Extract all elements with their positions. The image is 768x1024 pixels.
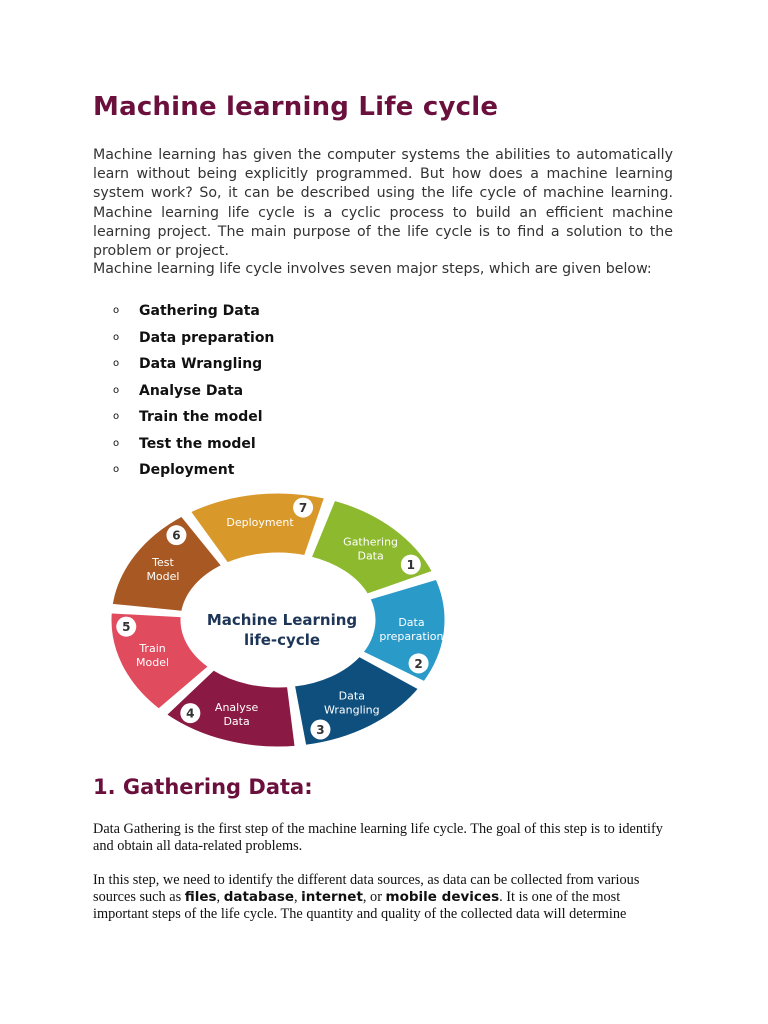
segment-label: Analyse (214, 701, 259, 715)
diagram-center-subtitle: life-cycle (243, 631, 321, 649)
list-item (113, 351, 274, 378)
paragraph-text: In this step, we need to identify the different data sources, as data can be collected from various sources such as (93, 872, 640, 905)
step-label: Analyse Data (139, 382, 244, 399)
list-item (113, 298, 274, 325)
keyword-internet: internet (301, 889, 363, 905)
list-item (113, 457, 274, 484)
bullet-icon: o (113, 358, 120, 370)
bullet-icon: o (113, 331, 120, 343)
bullet-icon: o (113, 411, 120, 423)
bullet-icon: o (113, 464, 120, 476)
keyword-files: files (184, 889, 217, 905)
page-title: Machine learning Life cycle (93, 92, 499, 122)
step-number: 2 (414, 656, 423, 671)
keyword-mobile-devices: mobile devices (385, 889, 500, 905)
separator-text: , (294, 889, 302, 905)
step-number: 3 (316, 722, 325, 737)
segment-label: preparation (379, 629, 444, 643)
segment-label: Data (223, 715, 250, 729)
segment-label: Model (136, 655, 170, 669)
step-number: 5 (122, 620, 131, 635)
section-heading: 1. Gathering Data: (93, 775, 313, 799)
bullet-icon: o (113, 384, 120, 396)
segment-label: Deployment (226, 515, 294, 529)
segment-label: Wrangling (323, 703, 380, 717)
segment-label: Data (398, 615, 425, 629)
step-number: 6 (172, 528, 181, 543)
step-number: 1 (406, 558, 416, 573)
step-label: Data preparation (139, 329, 275, 346)
list-item (113, 431, 274, 458)
list-item (113, 404, 274, 431)
intro-paragraph: Machine learning has given the computer systems the abilities to automatically learn without being explicitly programmed. But how does a machine learning system work? So, it can be described using the life cycle of machine learning. Machine learning life cycle is a cyclic process to build an efficient machine learning project. The main purpose of the life cycle is to find a solution to the problem or project. (93, 147, 673, 260)
bullet-icon: o (113, 305, 120, 317)
step-number: 7 (298, 501, 308, 516)
segment-label: Train (139, 641, 166, 655)
section-paragraph (93, 872, 673, 923)
steps-list (113, 298, 274, 484)
lifecycle-segment (310, 499, 434, 595)
list-item (113, 325, 274, 352)
step-number: 4 (186, 706, 195, 721)
segment-label: Model (146, 570, 180, 584)
keyword-database: database (223, 889, 295, 905)
bullet-icon: o (113, 437, 120, 449)
paragraph-text: . It is one of the most important steps of the life cycle. The quantity and quality of the collected data will determine (93, 889, 627, 922)
step-label: Deployment (139, 462, 235, 479)
step-label: Data Wrangling (139, 356, 263, 373)
step-label: Gathering Data (139, 303, 260, 320)
separator-text: , (216, 889, 224, 905)
segment-label: Data (338, 689, 365, 703)
step-label: Test the model (139, 435, 256, 452)
section-paragraph: Data Gathering is the first step of the machine learning life cycle. The goal of this step is to identify and obtain all data-related problems. (93, 821, 663, 854)
ml-lifecycle-diagram (93, 490, 453, 765)
steps-intro-paragraph: Machine learning life cycle involves seven major steps, which are given below: (93, 261, 652, 277)
diagram-center-title: Machine Learning (206, 611, 358, 629)
segment-label: Data (357, 549, 384, 563)
segment-label: Gathering (343, 535, 399, 549)
step-label: Train the model (139, 409, 263, 426)
list-item (113, 378, 274, 405)
separator-text: , or (362, 889, 386, 905)
segment-label: Test (152, 556, 174, 570)
